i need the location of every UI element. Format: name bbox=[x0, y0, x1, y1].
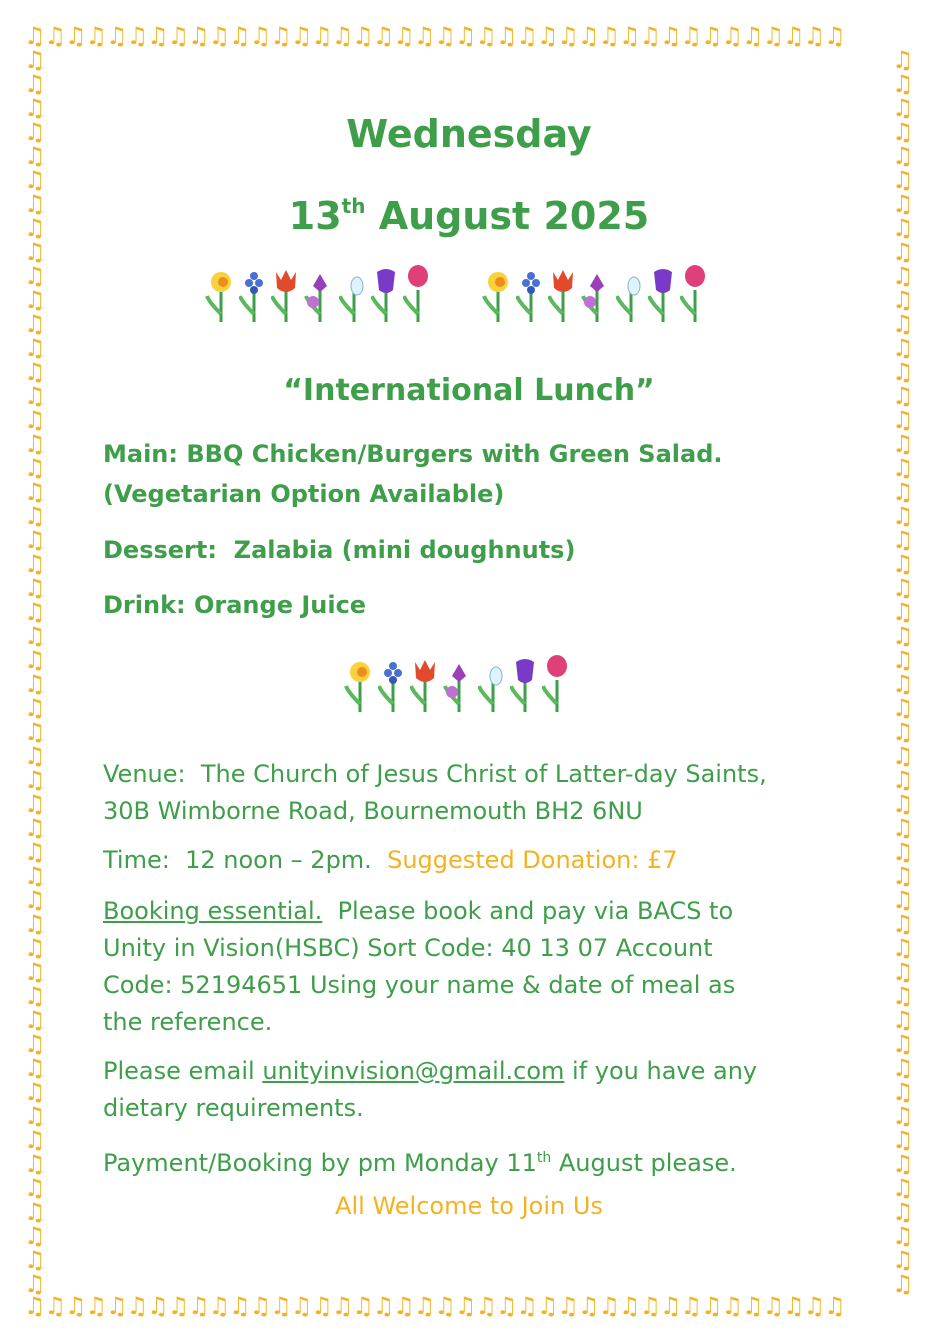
donation-text: Suggested Donation: £7 bbox=[387, 846, 678, 874]
deadline-prefix: Payment/Booking by pm Monday 11 bbox=[103, 1149, 537, 1177]
music-note-border-left: ♫♫♫♫♫♫♫♫♫♫♫♫♫♫♫♫♫♫♫♫♫♫♫♫♫♫♫♫♫♫♫♫♫♫♫♫♫♫♫♫♫♫♫♫♫♫♫♫♫♫♫♫ bbox=[24, 48, 46, 1298]
pink-tulip-icon bbox=[680, 262, 710, 330]
time-label: Time: bbox=[103, 846, 170, 874]
email-suffix: if you have any bbox=[564, 1057, 758, 1085]
purple-crocus-icon bbox=[648, 262, 678, 330]
email-line2: dietary requirements. bbox=[103, 1094, 364, 1122]
crocus-icon bbox=[580, 262, 614, 330]
pink-tulip-icon bbox=[403, 262, 433, 330]
deadline-info bbox=[103, 1140, 843, 1182]
pink-tulip-icon bbox=[542, 652, 572, 720]
music-note-border-top: ♫♫♫♫♫♫♫♫♫♫♫♫♫♫♫♫♫♫♫♫♫♫♫♫♫♫♫♫♫♫♫♫♫♫♫♫♫♫♫♫ bbox=[24, 24, 845, 50]
date-day: 13 bbox=[288, 194, 342, 238]
email-link[interactable]: unityinvision@gmail.com bbox=[262, 1057, 565, 1085]
dessert-label: Dessert: bbox=[103, 536, 217, 564]
venue-line1: The Church of Jesus Christ of Latter-day Saints, bbox=[185, 760, 767, 788]
email-prefix: Please email bbox=[103, 1057, 263, 1085]
event-title: “International Lunch” bbox=[283, 373, 655, 408]
date-suffix: th bbox=[341, 194, 366, 218]
booking-line2: Unity in Vision(HSBC) Sort Code: 40 13 07 Account bbox=[103, 934, 713, 962]
flower-row-top-right bbox=[480, 262, 712, 330]
menu-drink bbox=[103, 585, 833, 625]
welcome-text: All Welcome to Join Us bbox=[335, 1192, 603, 1220]
main-label: Main: bbox=[103, 440, 178, 468]
daffodil-icon bbox=[203, 262, 237, 330]
grape-hyacinth-icon bbox=[378, 652, 408, 720]
deadline-rest: August please. bbox=[551, 1149, 737, 1177]
date-title bbox=[0, 184, 938, 238]
main-text: BBQ Chicken/Burgers with Green Salad. bbox=[178, 440, 723, 468]
tulip-icon bbox=[548, 262, 578, 330]
drink-label: Drink: bbox=[103, 591, 186, 619]
venue-label: Venue: bbox=[103, 760, 186, 788]
menu-main bbox=[103, 434, 833, 514]
time-info bbox=[103, 842, 843, 879]
daffodil-icon bbox=[342, 652, 376, 720]
booking-line1: Please book and pay via BACS to bbox=[322, 897, 734, 925]
deadline-suffix: th bbox=[536, 1150, 552, 1166]
menu-dessert bbox=[103, 530, 833, 570]
purple-crocus-icon bbox=[371, 262, 401, 330]
snowdrop-icon bbox=[478, 652, 508, 720]
booking-info bbox=[103, 893, 843, 1041]
music-note-border-bottom: ♫♫♫♫♫♫♫♫♫♫♫♫♫♫♫♫♫♫♫♫♫♫♫♫♫♫♫♫♫♫♫♫♫♫♫♫♫♫♫♫ bbox=[24, 1294, 845, 1320]
grape-hyacinth-icon bbox=[239, 262, 269, 330]
dessert-text: Zalabia (mini doughnuts) bbox=[216, 536, 576, 564]
snowdrop-icon bbox=[616, 262, 646, 330]
drink-text: Orange Juice bbox=[185, 591, 367, 619]
music-note-border-right: ♫♫♫♫♫♫♫♫♫♫♫♫♫♫♫♫♫♫♫♫♫♫♫♫♫♫♫♫♫♫♫♫♫♫♫♫♫♫♫♫♫♫♫♫♫♫♫♫♫♫♫♫ bbox=[892, 48, 914, 1298]
purple-crocus-icon bbox=[510, 652, 540, 720]
flower-row-middle bbox=[342, 652, 574, 720]
venue-info bbox=[103, 756, 843, 830]
time-value: 12 noon – 2pm. bbox=[169, 846, 372, 874]
snowdrop-icon bbox=[339, 262, 369, 330]
daffodil-icon bbox=[480, 262, 514, 330]
main-note: (Vegetarian Option Available) bbox=[103, 480, 505, 508]
grape-hyacinth-icon bbox=[516, 262, 546, 330]
flower-row-top-left bbox=[203, 262, 435, 330]
booking-label: Booking essential. bbox=[103, 897, 323, 925]
crocus-icon bbox=[442, 652, 476, 720]
crocus-icon bbox=[303, 262, 337, 330]
booking-line3: Code: 52194651 Using your name & date of meal as bbox=[103, 971, 736, 999]
tulip-icon bbox=[271, 262, 301, 330]
day-title: Wednesday bbox=[346, 112, 592, 156]
booking-line4: the reference. bbox=[103, 1008, 273, 1036]
date-rest: August 2025 bbox=[365, 194, 650, 238]
tulip-icon bbox=[410, 652, 440, 720]
venue-line2: 30B Wimborne Road, Bournemouth BH2 6NU bbox=[103, 797, 643, 825]
email-info bbox=[103, 1053, 843, 1127]
